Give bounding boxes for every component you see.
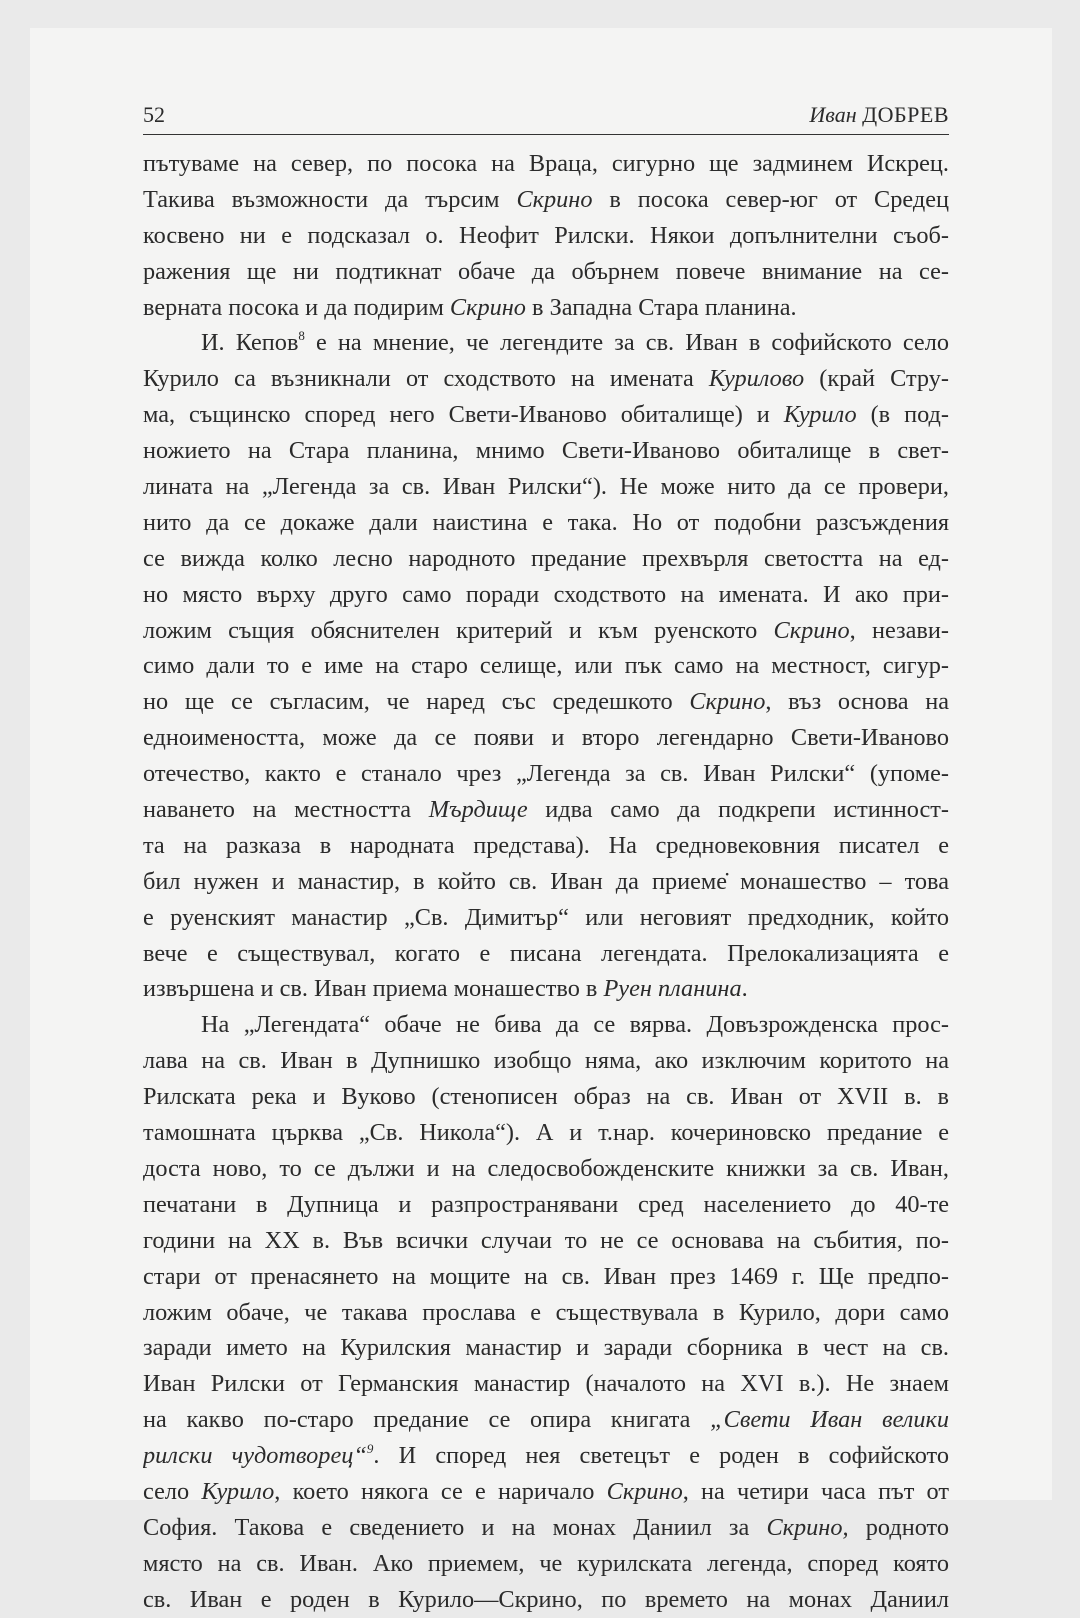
- text-line: [143, 1043, 949, 1079]
- text-line: [143, 828, 949, 864]
- text-line: [143, 971, 949, 1007]
- text-run: , незави-: [849, 616, 949, 644]
- text-line: [143, 864, 949, 900]
- text-run: наването на местността: [143, 796, 429, 824]
- body-text: [143, 146, 949, 1618]
- text-line: [143, 684, 949, 720]
- text-line: [143, 146, 949, 182]
- text-run: .: [741, 975, 748, 1003]
- text-line: [143, 1546, 949, 1582]
- text-line: [143, 648, 949, 684]
- italic-text: Курило: [201, 1477, 275, 1505]
- text-run: е руенският манастир „Св. Димитър“ или неговият предходник, който: [143, 903, 949, 931]
- text-run: тамошната църква „Св. Никола“). А и т.нар. кочериновско предание е: [143, 1119, 949, 1147]
- italic-text: Курилово: [708, 365, 805, 393]
- text-line: [143, 1115, 949, 1151]
- text-run: ражения ще ни подтикнат обаче да обърнем повече внимание на се-: [143, 257, 949, 285]
- text-line: [143, 900, 949, 936]
- text-run: Курило са възникнали от сходството на имената: [143, 365, 709, 393]
- text-run: печатани в Дупница и разпространявани сред населението до 40-те: [143, 1190, 949, 1218]
- text-line: [143, 1079, 949, 1115]
- text-line: [143, 1151, 949, 1187]
- text-line: [143, 1438, 949, 1474]
- italic-text: Скрино: [689, 688, 766, 716]
- text-run: Иван Рилски от Германския манастир (началото на XVI в.). Не знаем: [143, 1370, 949, 1398]
- text-line: [143, 505, 949, 541]
- text-line: [143, 469, 949, 505]
- italic-text: рилски чудотворец“: [143, 1442, 367, 1470]
- text-run: доста ново, то се дължи и на следосвобожденските книжки за св. Иван,: [143, 1154, 949, 1182]
- text-line: [143, 1187, 949, 1223]
- page-number: 52: [143, 102, 165, 127]
- text-run: (в под-: [856, 401, 949, 429]
- italic-text: Руен планина: [603, 975, 742, 1003]
- text-run: идва само да подкрепи истинност-: [527, 796, 949, 824]
- text-run: (край Стру-: [804, 365, 949, 393]
- text-run: но място върху друго само поради сходството на имената. И ако при-: [143, 580, 949, 608]
- text-line: [143, 1007, 949, 1043]
- text-run: бил нужен и манастир, в който св. Иван да приеме̇ монашество – това: [143, 867, 949, 895]
- italic-text: Курило: [783, 401, 857, 429]
- text-line: [143, 433, 949, 469]
- text-run: И. Кепов: [201, 329, 299, 357]
- page-header: [143, 100, 949, 135]
- text-line: [143, 1474, 949, 1510]
- text-line: [143, 290, 949, 326]
- text-run: косвено ни е подсказал о. Неофит Рилски. Някои допълнителни съоб-: [143, 221, 949, 249]
- text-run: вече е съществувал, когато е писана легендата. Прелокализацията е: [143, 939, 949, 967]
- text-run: та на разказа в народната представа). На средновековния писател е: [143, 831, 949, 859]
- text-line: [143, 218, 949, 254]
- running-head: [809, 100, 949, 130]
- text-run: верната посока и да подирим: [143, 293, 450, 321]
- text-run: Такива възможности да търсим: [143, 185, 517, 213]
- text-run: но ще се съгласим, че наред със средешкото: [143, 688, 690, 716]
- text-run: ма, същинско според него Свети-Иваново обиталище) и: [143, 401, 784, 429]
- text-line: [143, 1259, 949, 1295]
- text-run: стари от пренасянето на мощите на св. Иван през 1469 г. Ще предпо-: [143, 1262, 949, 1290]
- italic-text: Мърдище: [428, 796, 528, 824]
- text-run: село: [143, 1477, 202, 1505]
- text-run: , въз основа на: [765, 688, 949, 716]
- text-run: , което някога се е наричало: [274, 1477, 607, 1505]
- text-run: ножието на Стара планина, мнимо Свети-Иваново обиталище в свет-: [143, 437, 949, 465]
- italic-text: Скрино: [773, 616, 850, 644]
- text-line: [143, 577, 949, 613]
- text-line: [143, 1582, 949, 1618]
- text-line: [143, 1330, 949, 1366]
- text-run: ложим обаче, че такава прослава е съществувала в Курило, дори само: [143, 1298, 949, 1326]
- author-first-name: Иван: [809, 102, 857, 127]
- text-run: На „Легендата“ обаче не бива да се вярва. Довъзрожденска прос-: [201, 1011, 949, 1039]
- footnote-marker: 9: [366, 1441, 374, 1457]
- text-run: в посока север-юг от Средец: [592, 185, 949, 213]
- italic-text: Скрино,: [766, 1513, 849, 1541]
- text-line: [143, 361, 949, 397]
- text-run: Рилската река и Вуково (стенописен образ на св. Иван от XVII в. в: [143, 1083, 949, 1111]
- text-run: години на XX в. Във всички случаи то не се основава на събития, по-: [143, 1226, 949, 1254]
- text-run: симо дали то е име на старо селище, или пък само на местност, сигур-: [143, 652, 949, 680]
- text-line: [143, 182, 949, 218]
- text-line: [143, 397, 949, 433]
- italic-text: Скрино: [606, 1477, 683, 1505]
- text-run: място на св. Иван. Ако приемем, че курилската легенда, според която: [143, 1549, 949, 1577]
- text-line: [143, 792, 949, 828]
- italic-text: „Свети Иван велики: [710, 1406, 949, 1434]
- text-run: , на четири часа път от: [682, 1477, 949, 1505]
- text-run: пътуваме на север, по посока на Враца, сигурно ще задминем Искрец.: [143, 150, 949, 177]
- text-run: се вижда колко лесно народното предание прехвърля светостта на ед-: [143, 544, 949, 572]
- footnote-marker: 8: [298, 328, 305, 344]
- text-line: [143, 1223, 949, 1259]
- italic-text: Скрино: [516, 185, 593, 213]
- text-line: [143, 541, 949, 577]
- text-line: [143, 1366, 949, 1402]
- text-run: отечество, както е станало чрез „Легенда за св. Иван Рилски“ (упоме-: [143, 760, 949, 788]
- text-run: е на мнение, че легендите за св. Иван в софийското село: [304, 329, 949, 357]
- text-run: нито да се докаже дали наистина е така. Но от подобни разсъждения: [143, 508, 949, 536]
- text-line: [143, 756, 949, 792]
- text-line: [143, 613, 949, 649]
- text-line: [143, 1295, 949, 1331]
- text-line: [143, 720, 949, 756]
- italic-text: Скрино: [449, 293, 526, 321]
- text-run: родното: [848, 1513, 949, 1541]
- text-run: на какво по-старо предание се опира книгата: [143, 1406, 711, 1434]
- text-line: [143, 325, 949, 361]
- text-run: св. Иван е роден в Курило—Скрино, по времето на монах Даниил: [143, 1585, 949, 1613]
- text-run: извършена и св. Иван приема монашество в: [143, 975, 604, 1003]
- text-run: ложим същия обяснителен критерий и към руенското: [143, 616, 774, 644]
- text-line: [143, 936, 949, 972]
- text-run: в Западна Стара планина.: [525, 293, 797, 321]
- text-run: заради името на Курилския манастир и заради сборника в чест на св.: [143, 1334, 949, 1362]
- text-run: лава на св. Иван в Дупнишко изобщо няма, ако изключим коритото на: [143, 1047, 949, 1075]
- text-run: едноимеността, може да се появи и второ легендарно Свети-Иваново: [143, 724, 949, 752]
- author-last-name: ДОБРЕВ: [862, 102, 949, 127]
- text-line: [143, 254, 949, 290]
- text-line: [143, 1402, 949, 1438]
- text-run: . И според нея светецът е роден в софийското: [373, 1442, 949, 1470]
- text-run: София. Такова е сведението и на монах Даниил за: [143, 1513, 767, 1541]
- text-run: лината на „Легенда за св. Иван Рилски“). Не може нито да се провери,: [143, 473, 949, 501]
